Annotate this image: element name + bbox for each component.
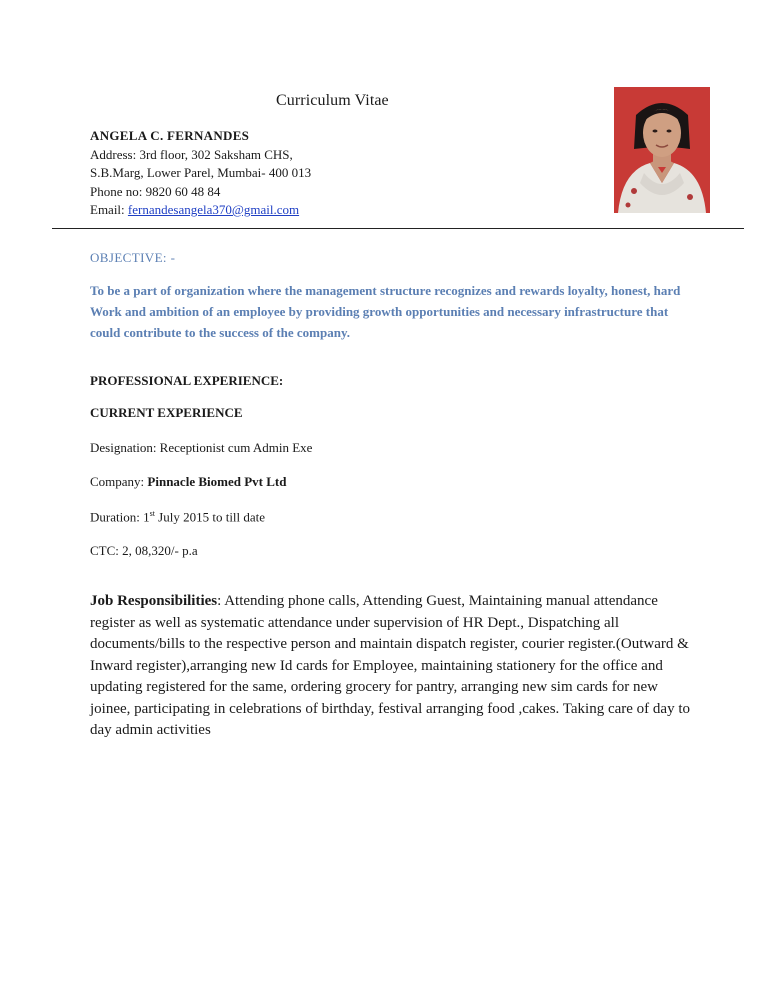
company-name: Pinnacle Biomed Pvt Ltd <box>147 474 287 489</box>
duration-line <box>90 509 265 525</box>
profile-photo-illustration <box>614 87 710 213</box>
objective-heading: OBJECTIVE: - <box>90 250 176 265</box>
current-experience-heading: CURRENT EXPERIENCE <box>90 405 243 420</box>
email-line <box>90 201 311 220</box>
designation: Designation: Receptionist cum Admin Exe <box>90 440 313 455</box>
duration-suffix: July 2015 to till date <box>154 509 266 525</box>
address-line-1: Address: 3rd floor, 302 Saksham CHS, <box>90 146 293 162</box>
professional-experience-heading: PROFESSIONAL EXPERIENCE: <box>90 373 284 388</box>
job-responsibilities-label: Job Responsibilities <box>90 593 218 609</box>
job-responsibilities <box>90 591 690 742</box>
duration-ordinal: st <box>149 509 155 518</box>
duration-prefix: Duration: 1 <box>90 509 150 525</box>
document-title: Curriculum Vitae <box>276 92 389 109</box>
objective-text: To be a part of organization where the management structure recognizes and rewards loyalty, honest, hard Work and ambition of an employee by providing growth opportunities and necessary infrastructure that could contribute to the success of the company. <box>90 283 681 340</box>
address-line-2: S.B.Marg, Lower Parel, Mumbai- 400 013 <box>90 165 312 180</box>
contact-block <box>90 127 311 220</box>
company-line <box>90 474 286 490</box>
job-responsibilities-text: : Attending phone calls, Attending Guest, Maintaining manual attendance register as well as systematic attendance under supervision of HR Dept., Dispatching all documents/bills to the respective person and maintain dispatch register, courier register.(Outward & Inward register),arranging new Id cards for Employee, maintaining stationery for the office and updating registered for the same, ordering grocery for pantry, arranging new sim cards for new joinee, participating in celebrations of birthday, festival arranging food ,cakes. Taking care of day to day admin activities <box>90 593 690 738</box>
phone-number: Phone no: 9820 60 48 84 <box>90 183 221 199</box>
candidate-name: ANGELA C. FERNANDES <box>90 128 250 143</box>
profile-photo <box>614 87 710 213</box>
ctc: CTC: 2, 08,320/- p.a <box>90 543 198 558</box>
email-label: Email: <box>90 202 128 217</box>
email-link[interactable]: fernandesangela370@gmail.com <box>127 202 300 217</box>
company-label: Company: <box>90 474 148 489</box>
header-divider <box>52 228 744 229</box>
